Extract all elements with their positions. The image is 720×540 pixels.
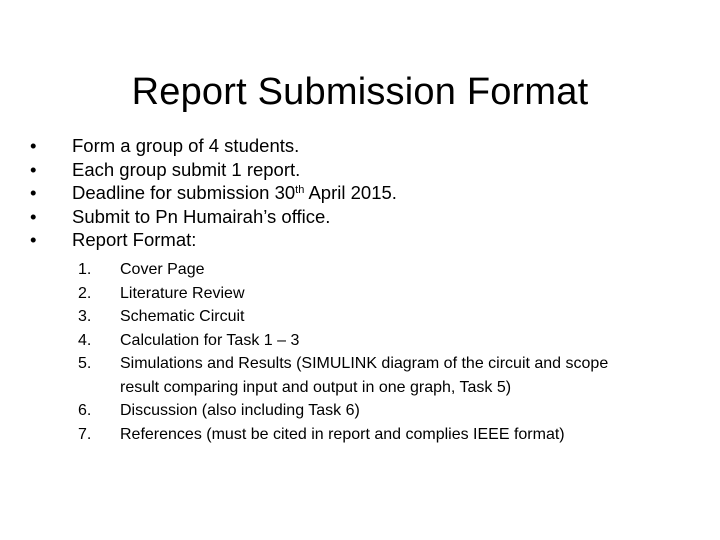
list-item-literature-review — [78, 282, 688, 306]
list-item-simulations — [78, 352, 688, 399]
item-number: 2. — [78, 284, 92, 302]
item-number: 5. — [78, 355, 92, 372]
bullet-mark: • — [30, 135, 37, 156]
bullet-mark: • — [30, 182, 37, 203]
item-text: Discussion (also including Task 6) — [120, 402, 360, 419]
bullet-mark: • — [30, 158, 37, 180]
list-item-cover-page — [78, 258, 688, 282]
item-number: 3. — [78, 308, 92, 325]
bullet-text-continued: April 2015. — [304, 182, 397, 203]
report-format-list — [78, 258, 688, 446]
item-text: Schematic Circuit — [120, 308, 245, 325]
bullet-item-group-size — [30, 134, 690, 158]
bullet-text: Form a group of 4 students. — [72, 135, 300, 156]
item-text: Literature Review — [120, 284, 245, 302]
bullet-item-deadline — [30, 181, 690, 205]
item-number: 7. — [78, 425, 92, 443]
list-item-discussion — [78, 399, 688, 423]
item-number: 4. — [78, 331, 92, 349]
bullet-list — [30, 134, 690, 252]
bullet-text: Submit to Pn Humairah’s office. — [72, 205, 331, 227]
item-text-line-1: Simulations and Results (SIMULINK diagram of the circuit and scope — [120, 355, 609, 372]
item-text: Cover Page — [120, 261, 205, 278]
ordinal-suffix: th — [295, 183, 305, 196]
bullet-mark: • — [30, 205, 37, 227]
bullet-item-report-count — [30, 158, 690, 182]
item-text: Calculation for Task 1 – 3 — [120, 331, 300, 349]
list-item-calculation — [78, 329, 688, 353]
bullet-text: Report Format: — [72, 229, 197, 250]
bullet-text: Deadline for submission 30 — [72, 182, 296, 203]
item-number: 6. — [78, 402, 92, 419]
item-text: References (must be cited in report and complies IEEE format) — [120, 425, 565, 443]
item-number: 1. — [78, 261, 92, 278]
item-text-line-2: result comparing input and output in one graph, Task 5) — [120, 378, 512, 396]
list-item-schematic-circuit — [78, 305, 688, 329]
bullet-text: Each group submit 1 report. — [72, 158, 301, 180]
bullet-item-submit-to — [30, 205, 690, 229]
bullet-mark: • — [30, 229, 37, 250]
list-item-references — [78, 423, 688, 447]
bullet-item-report-format — [30, 228, 690, 252]
slide-title: Report Submission Format — [131, 71, 589, 114]
